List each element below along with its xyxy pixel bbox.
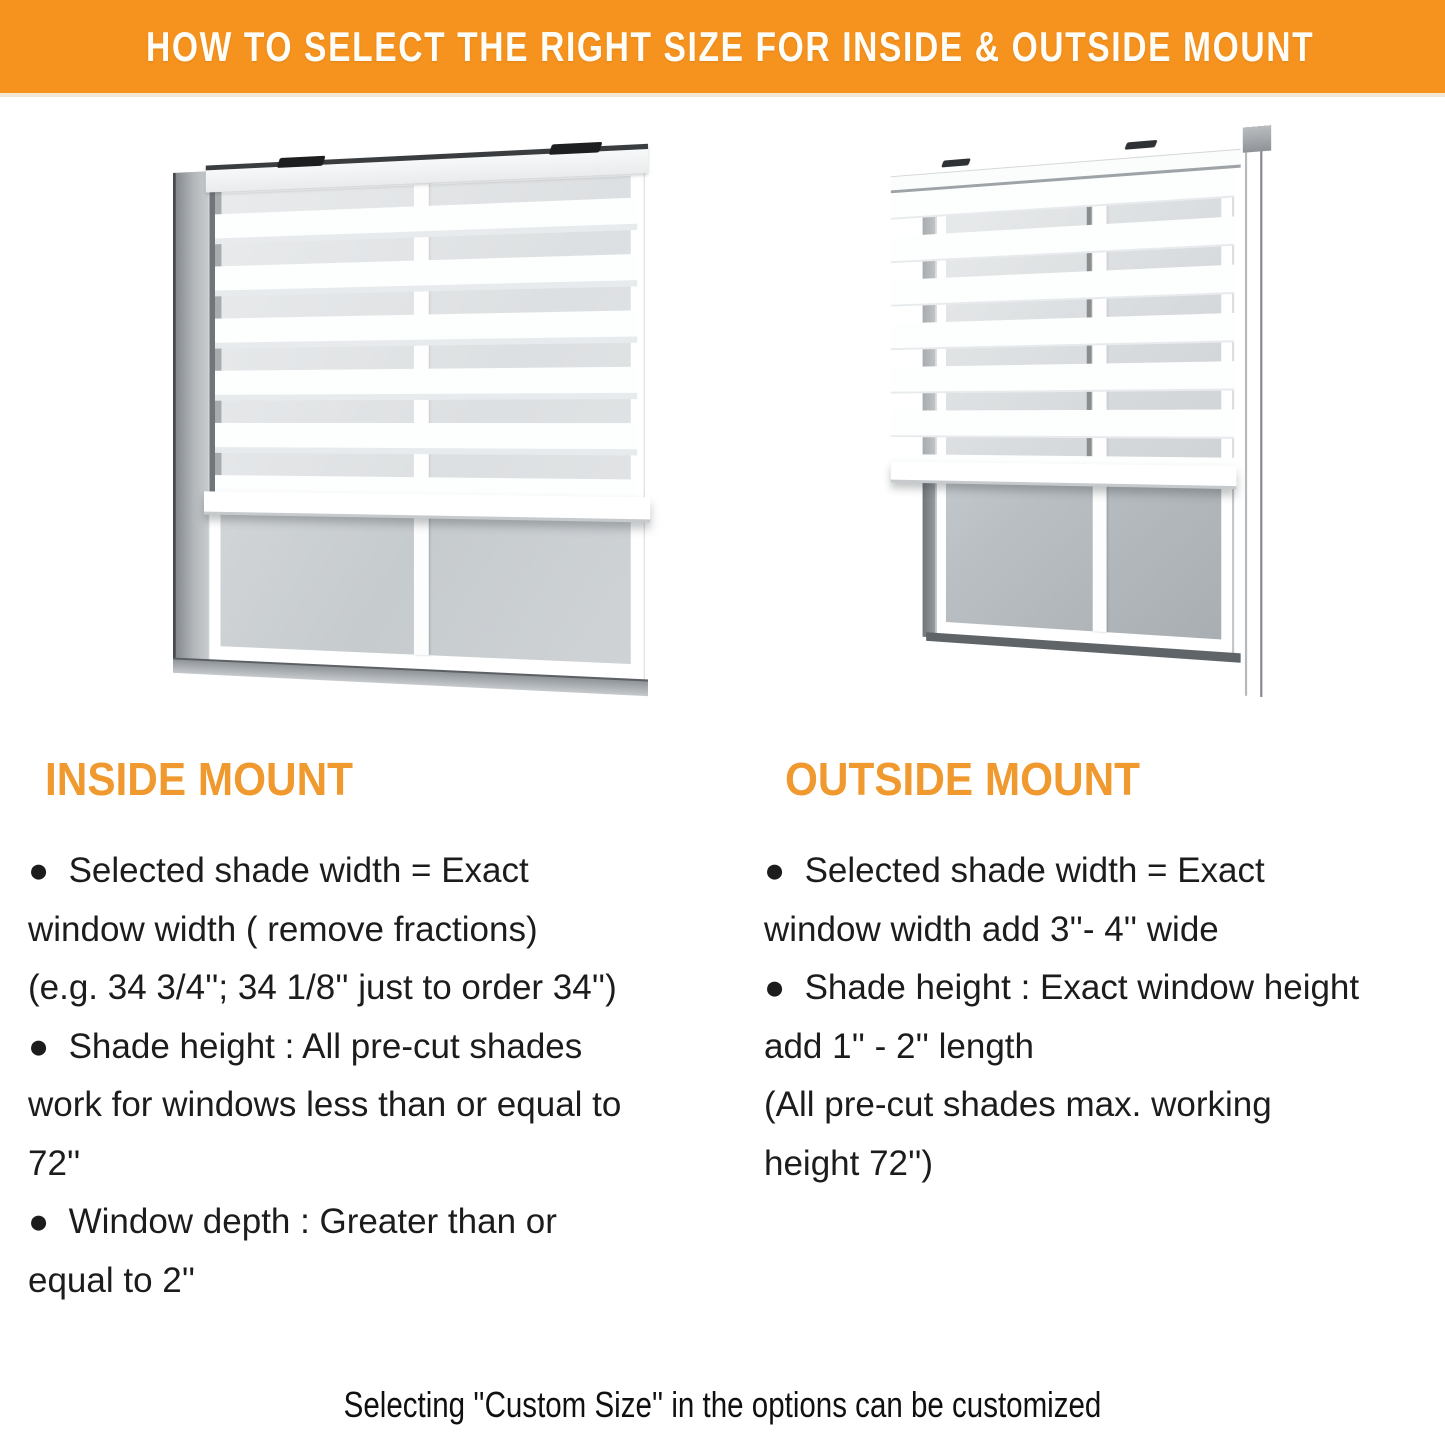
- text-line: window width add 3''- 4'' wide: [764, 909, 1219, 949]
- side-batten: [1245, 151, 1262, 697]
- text-line: 72'': [28, 1143, 81, 1183]
- mounting-bracket-icon: [1124, 140, 1157, 150]
- outside-mount-illustration: [891, 125, 1276, 717]
- text-line: ● Selected shade width = Exact: [28, 851, 529, 890]
- mounting-bracket-icon: [941, 158, 971, 167]
- text-line: equal to 2'': [28, 1260, 196, 1300]
- text-line: work for windows less than or equal to: [28, 1085, 622, 1124]
- text-line: ● Shade height : All pre-cut shades: [28, 1026, 583, 1066]
- outside-mount-heading: OUTSIDE MOUNT: [785, 753, 1141, 805]
- mounting-bracket-icon: [549, 142, 603, 155]
- banner-title: HOW TO SELECT THE RIGHT SIZE FOR INSIDE & OUTSIDE MOUNT: [146, 23, 1315, 70]
- rail-end-cap: [1243, 125, 1271, 153]
- zebra-shade-bands: [891, 168, 1234, 466]
- text-line: window width ( remove fractions): [28, 909, 538, 949]
- banner: [0, 0, 1445, 97]
- text-line: (All pre-cut shades max. working: [764, 1085, 1272, 1124]
- text-line: (e.g. 34 3/4''; 34 1/8'' just to order 34''): [28, 968, 617, 1007]
- mounting-bracket-icon: [277, 156, 326, 168]
- footer-note: Selecting ''Custom Size'' in the options can be customized: [343, 1384, 1102, 1425]
- text-line: add 1'' - 2'' length: [764, 1026, 1034, 1066]
- zebra-shade-bands: [215, 174, 637, 498]
- inside-mount-heading: INSIDE MOUNT: [45, 753, 353, 805]
- text-line: ● Window depth : Greater than or: [28, 1202, 557, 1241]
- outside-mount-notes: [764, 842, 1444, 1193]
- text-line: height 72''): [764, 1143, 934, 1183]
- inside-mount-illustration: [173, 135, 648, 705]
- text-line: ● Selected shade width = Exact: [764, 851, 1265, 890]
- text-line: ● Shade height : Exact window height: [764, 968, 1360, 1007]
- window-left-jamb: [173, 171, 209, 659]
- inside-mount-notes: [28, 842, 708, 1310]
